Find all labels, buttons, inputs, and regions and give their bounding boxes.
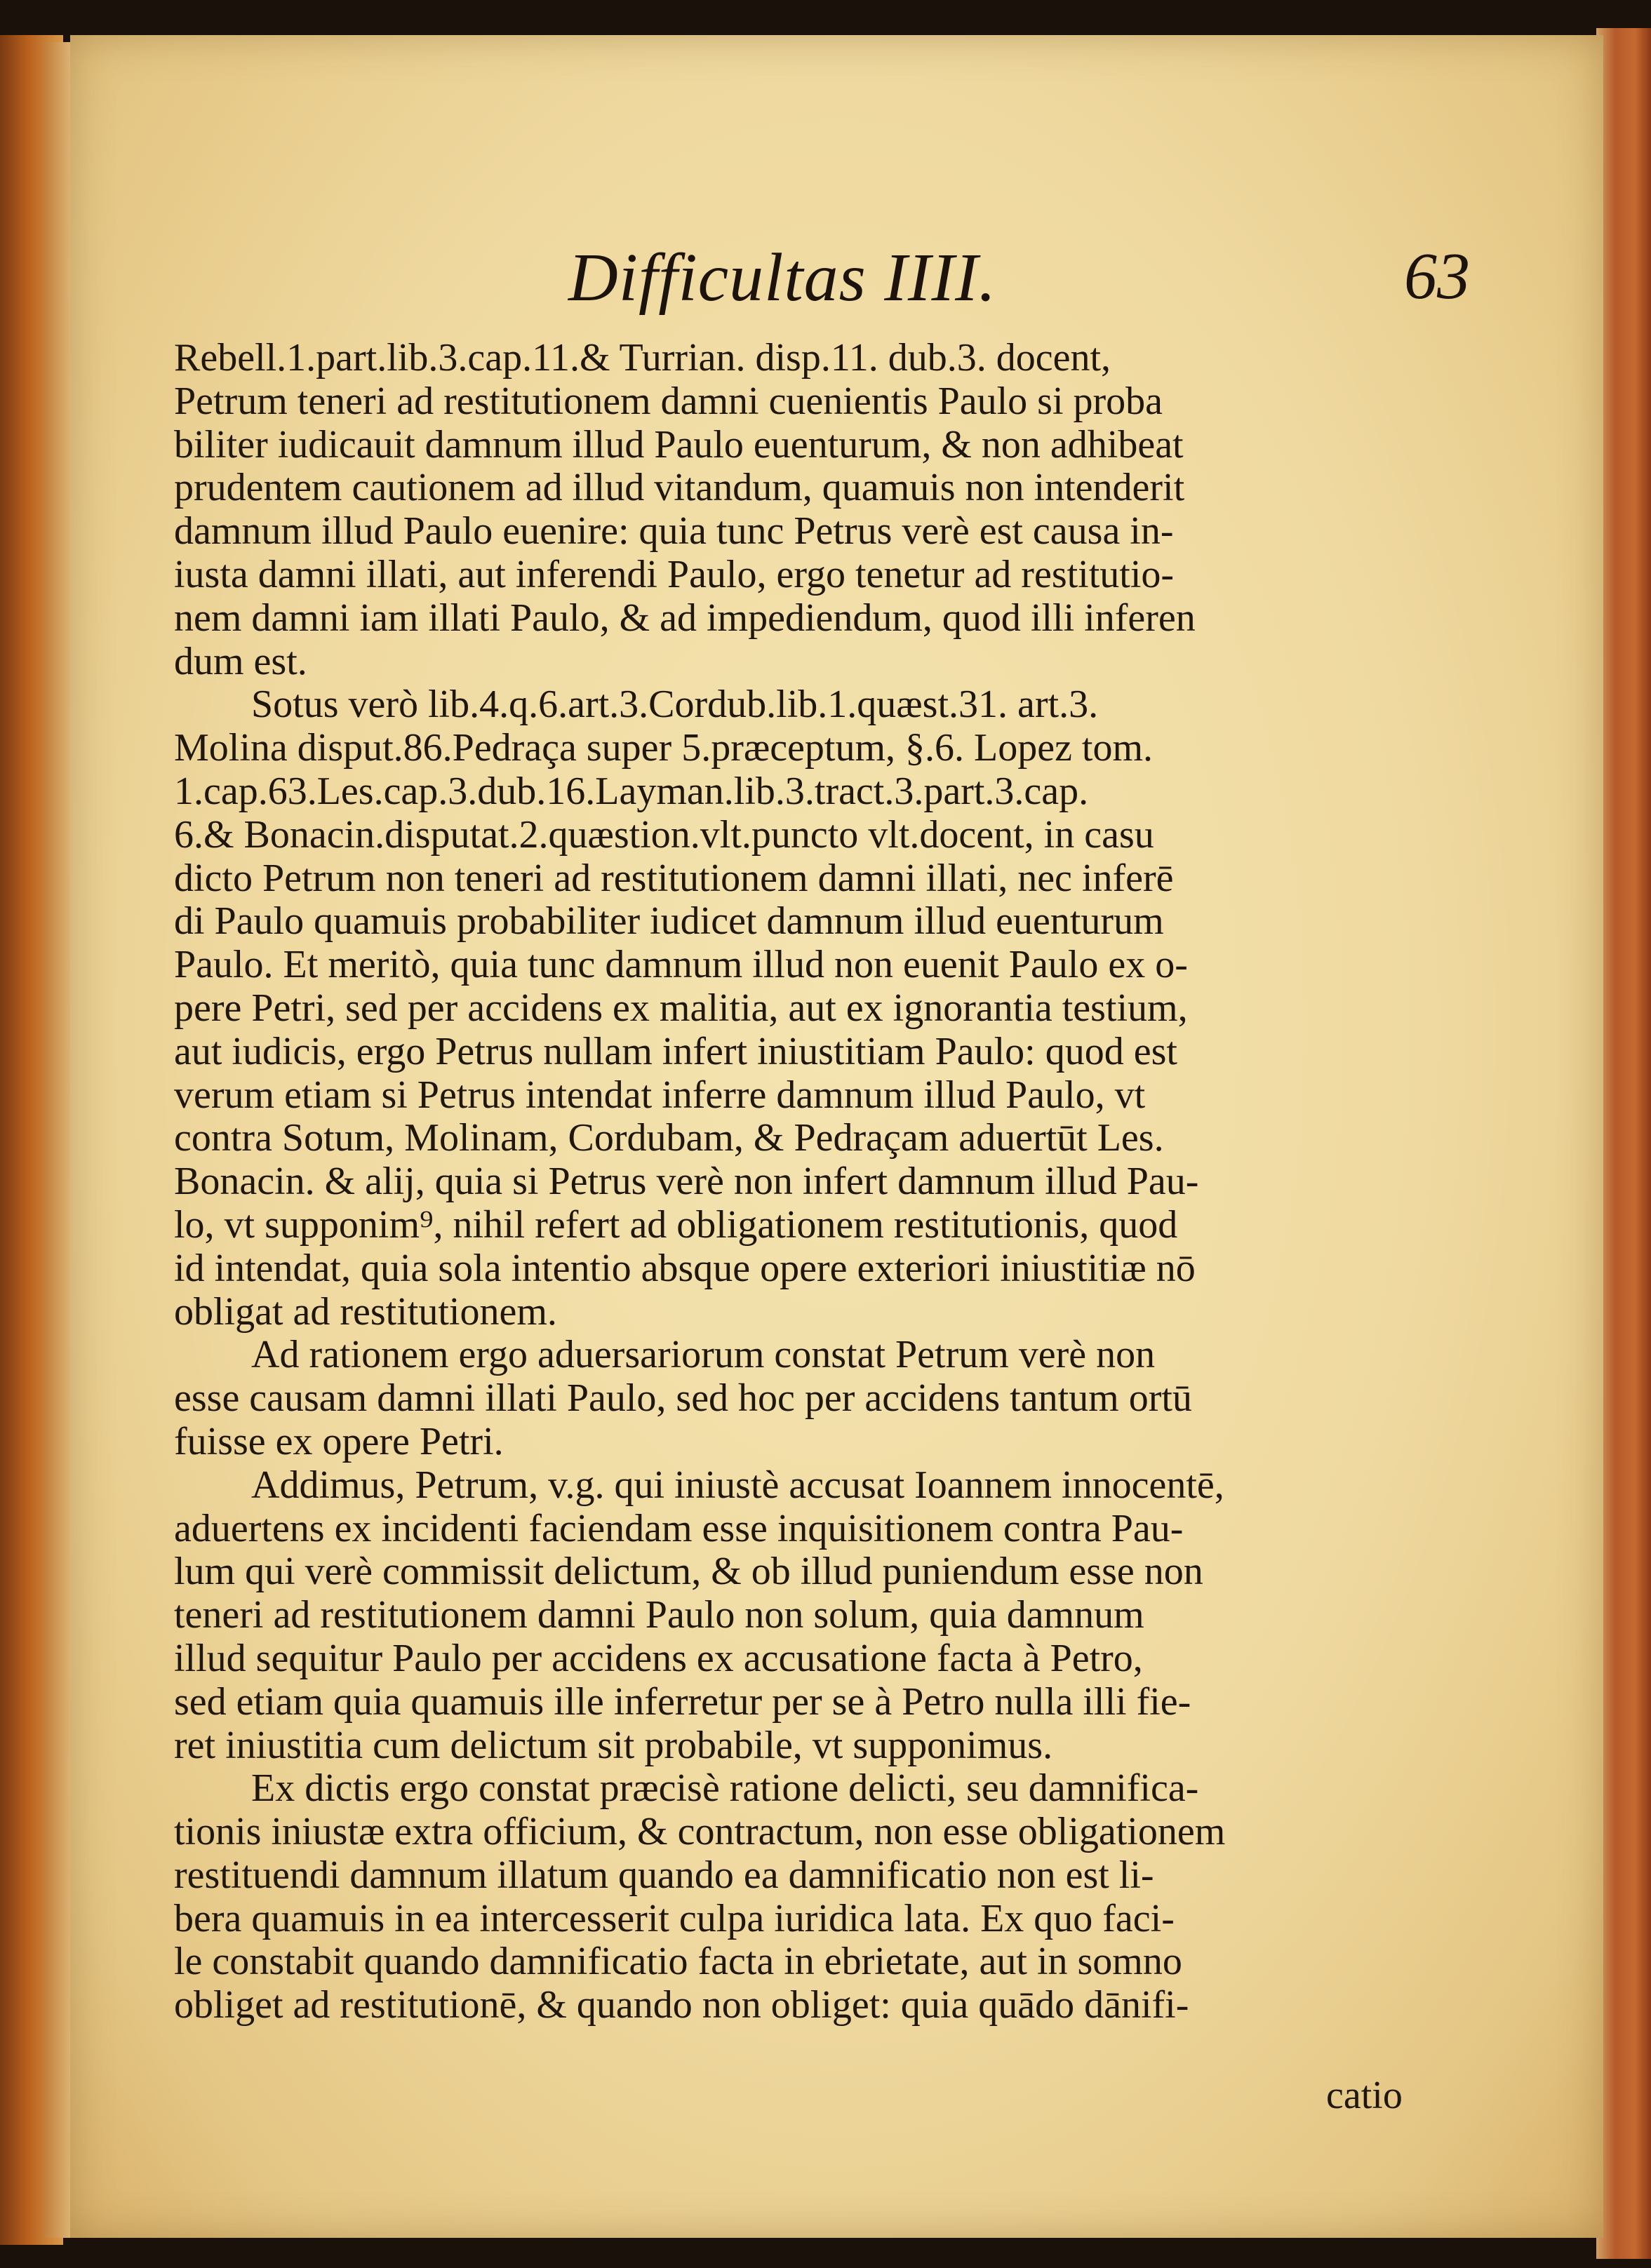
text-line: sed etiam quia quamuis ille inferretur per se à Petro nulla illi fie- [174, 1680, 1191, 1724]
text-line: Ad rationem ergo aduersariorum constat Petrum verè non [251, 1334, 1156, 1377]
text-line: illud sequitur Paulo per accidens ex accusatione facta à Petro, [174, 1637, 1143, 1680]
text-line: fuisse ex opere Petri. [174, 1420, 504, 1463]
text-line: esse causam damni illati Paulo, sed hoc per accidens tantum ortū [174, 1377, 1192, 1421]
text-line: lo, vt supponim⁹, nihil refert ad obligationem restitutionis, quod [174, 1203, 1178, 1247]
text-line: damnum illud Paulo euenire: quia tunc Petrus verè est causa in- [174, 510, 1174, 553]
paragraph [174, 683, 1444, 1334]
text-line: tionis iniustæ extra officium, & contractum, non esse obligationem [174, 1811, 1226, 1854]
text-line: dum est. [174, 640, 307, 683]
paragraph [174, 1334, 1444, 1463]
book-page [70, 35, 1603, 2238]
paragraph [174, 1464, 1444, 1768]
text-line: Molina disput.86.Pedraça super 5.præceptum, §.6. Lopez tom. [174, 727, 1154, 770]
text-line: Ex dictis ergo constat præcisè ratione delicti, seu damnifica- [251, 1767, 1199, 1811]
body-text [174, 337, 1444, 2027]
text-line: Addimus, Petrum, v.g. qui iniustè accusat Ioannem innocentē, [251, 1463, 1224, 1507]
page-fore-edge [1596, 28, 1651, 2259]
text-line: ret iniustitia cum delictum sit probabile, vt supponimus. [174, 1724, 1053, 1767]
text-line: Petrum teneri ad restitutionem damni cuenientis Paulo si proba [174, 380, 1163, 423]
page-header [70, 239, 1603, 323]
text-line: Sotus verò lib.4.q.6.art.3.Cordub.lib.1.quæst.31. art.3. [251, 683, 1099, 727]
catchword: catio [1326, 2074, 1403, 2117]
page-number: 63 [1404, 240, 1470, 313]
text-line: di Paulo quamuis probabiliter iudicet damnum illud euenturum [174, 900, 1164, 944]
text-line: teneri ad restitutionem damni Paulo non solum, quia damnum [174, 1594, 1144, 1637]
text-line: aduertens ex incidenti faciendam esse inquisitionem contra Pau- [174, 1507, 1184, 1550]
text-line: lum qui verè commissit delictum, & ob illud puniendum esse non [174, 1550, 1203, 1594]
text-line: iusta damni illati, aut inferendi Paulo, ergo tenetur ad restitutio- [174, 553, 1175, 596]
text-line: verum etiam si Petrus intendat inferre damnum illud Paulo, vt [174, 1073, 1146, 1117]
text-line: aut iudicis, ergo Petrus nullam infert iniustitiam Paulo: quod est [174, 1030, 1177, 1073]
text-line: Bonacin. & alij, quia si Petrus verè non infert damnum illud Pau- [174, 1160, 1199, 1204]
text-line: 6.& Bonacin.disputat.2.quæstion.vlt.puncto vlt.docent, in casu [174, 813, 1154, 857]
text-line: prudentem cautionem ad illud vitandum, quamuis non intenderit [174, 467, 1185, 510]
running-title: Difficultas IIII. [568, 240, 997, 316]
text-line: pere Petri, sed per accidens ex malitia, aut ex ignorantia testium, [174, 986, 1188, 1030]
text-line: Paulo. Et meritò, quia tunc damnum illud non euenit Paulo ex o- [174, 944, 1188, 987]
paragraph [174, 337, 1444, 683]
text-line: le constabit quando damnificatio facta in ebrietate, aut in somno [174, 1940, 1182, 1984]
text-line: restituendi damnum illatum quando ea damnificatio non est li- [174, 1853, 1154, 1897]
text-line: nem damni iam illati Paulo, & ad impediendum, quod illi inferen [174, 596, 1196, 640]
text-line: biliter iudicauit damnum illud Paulo euenturum, & non adhibeat [174, 423, 1184, 467]
text-line: 1.cap.63.Les.cap.3.dub.16.Layman.lib.3.tract.3.part.3.cap. [174, 770, 1089, 813]
text-line: id intendat, quia sola intentio absque opere exteriori iniustitiæ nō [174, 1247, 1196, 1290]
text-line: obligat ad restitutionem. [174, 1290, 557, 1334]
text-line: obliget ad restitutionē, & quando non obliget: quia quādo dānifi- [174, 1984, 1189, 2027]
text-line: Rebell.1.part.lib.3.cap.11.& Turrian. disp.11. dub.3. docent, [174, 337, 1111, 380]
paragraph [174, 1767, 1444, 2027]
text-line: dicto Petrum non teneri ad restitutionem damni illati, nec inferē [174, 857, 1174, 900]
text-line: contra Sotum, Molinam, Cordubam, & Pedraçam aduertūt Les. [174, 1117, 1164, 1160]
text-line: bera quamuis in ea intercesserit culpa iuridica lata. Ex quo faci- [174, 1897, 1175, 1940]
